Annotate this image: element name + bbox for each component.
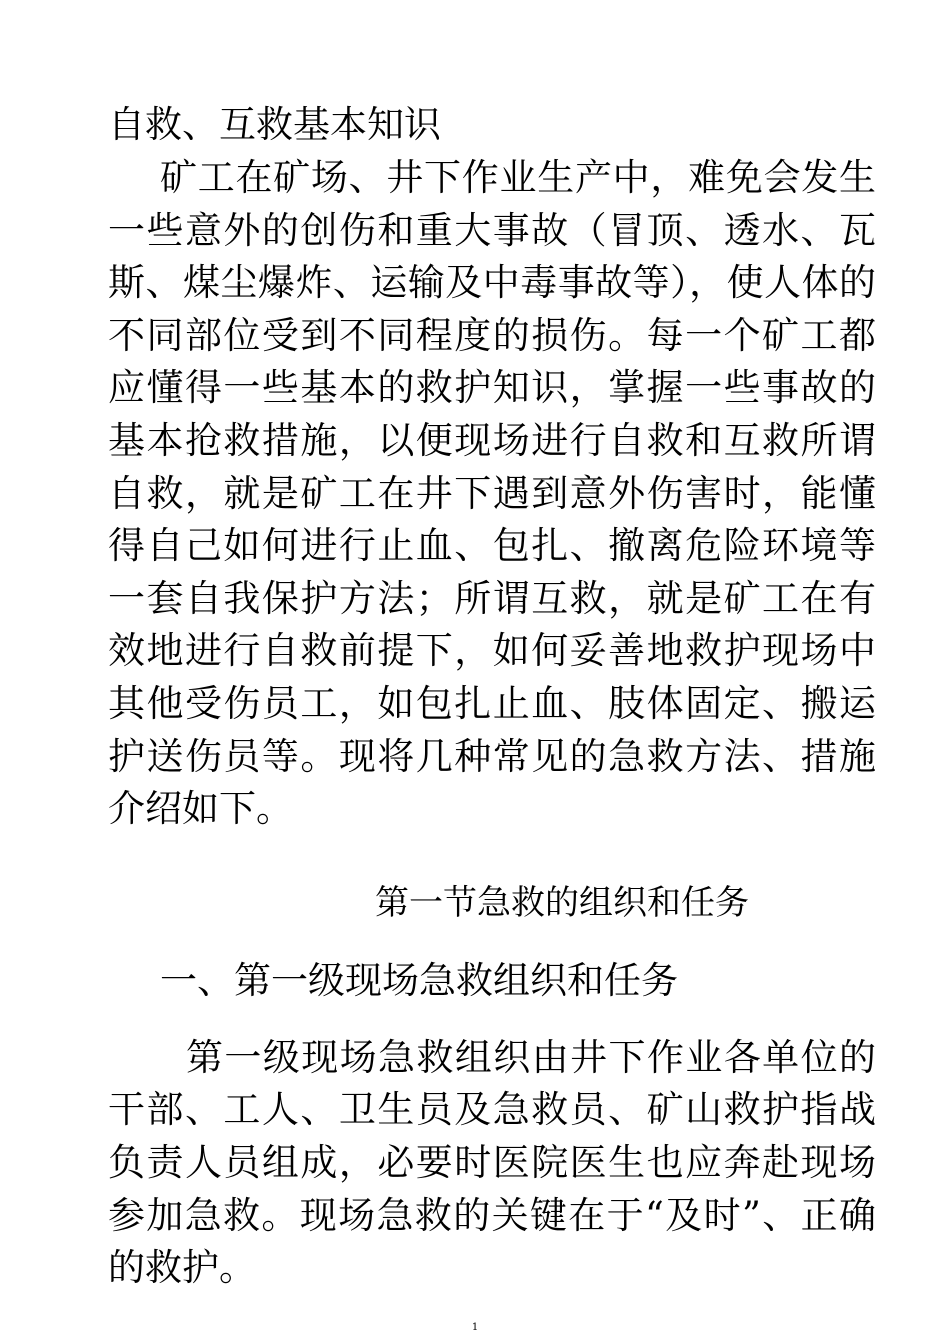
sub-paragraph: 第一级现场急救组织由井下作业各单位的干部、工人、卫生员及急救员、矿山救护指战负责人员组成，必要时医院医生也应奔赴现场参加急救。现场急救的关键在于“及时”、正确的救护。 bbox=[108, 1035, 876, 1290]
document-title: 自救、互救基本知识 bbox=[108, 103, 441, 146]
page-number: 1 bbox=[471, 1322, 479, 1333]
intro-paragraph: 矿工在矿场、井下作业生产中，难免会发生一些意外的创伤和重大事故（冒顶、透水、瓦斯、煤尘爆炸、运输及中毒事故等），使人体的不同部位受到不同程度的损伤。每一个矿工都应懂得一些基本的救护知识，掌握一些事故的基本抢救措施，以便现场进行自救和互救所谓自救，就是矿工在井下遇到意外伤害时，能懂得自己如何进行止血、包扎、撤离危险环境等一套自我保护方法；所谓互救，就是矿工在有效地进行自救前提下，如何妥善地救护现场中其他受伤员工，如包扎止血、肢体固定、搬运护送伤员等。现将几种常见的急救方法、措施介绍如下。 bbox=[108, 156, 876, 831]
section-heading: 第一节急救的组织和任务 bbox=[375, 882, 749, 923]
sub-heading: 一、第一级现场急救组织和任务 bbox=[160, 958, 678, 1002]
document-body bbox=[108, 98, 876, 1295]
